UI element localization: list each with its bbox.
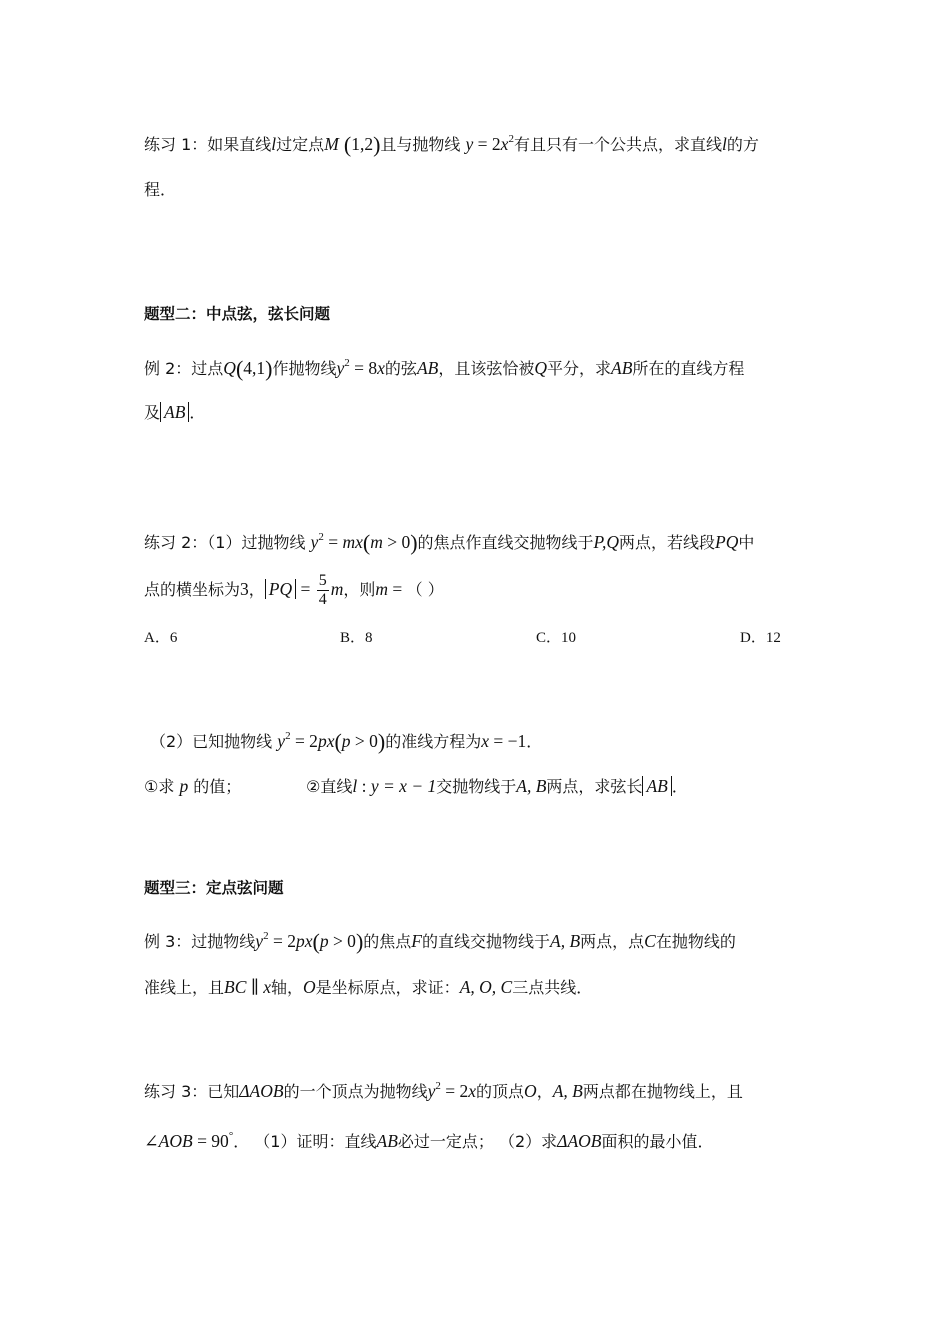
math-y: y [310,532,319,552]
text: 程． [144,180,177,199]
math-y: y [336,358,345,378]
math-y: y [277,731,286,751]
text: 的准线方程为 [385,732,482,751]
math-px: px [295,931,313,951]
math-triangle-AOB: ΔAOB [239,1081,284,1101]
text: 的弦 [384,359,417,378]
math-px: px [317,731,335,751]
math-m: m [370,532,383,552]
text: ，则 [343,580,376,599]
option-d: D．12 [740,630,781,646]
math-O: O [303,977,316,997]
math-value: = −1 [489,731,527,751]
text: 的一个顶点为抛物线 [283,1082,428,1101]
text: 必过一定点； （2）求 [397,1132,558,1151]
math-eq: = 2 [473,134,501,154]
text: 交抛物线于 [436,777,517,796]
question-1: ①求 [144,777,175,796]
text: 两点，若线段 [619,533,716,552]
text: 的值； [193,777,242,796]
example-3-line-1 [144,924,736,954]
math-x: x [377,358,385,378]
text: 有且只有一个公共点，求直线 [513,135,722,154]
math-x: x [263,977,272,997]
math-gt0: > 0 [382,532,411,552]
math-eq: = 8 [349,358,378,378]
math-angle-AOB: ∠AOB [144,1131,193,1151]
example-2-line-1 [144,351,744,381]
math-BC: BC [224,977,247,997]
math-x: x [500,134,509,154]
denominator: 4 [318,591,327,608]
text: ． （1）证明：直线 [233,1132,377,1151]
paren: ( [362,530,371,555]
math-m: m [330,579,344,599]
text: 两点，点 [580,932,645,951]
math-y: y [465,134,474,154]
text: 的直线交抛物线于 [421,932,550,951]
superscript: 2 [435,1080,441,1092]
exercise-1-label: 练习 1： [144,135,208,154]
text: 准线上，且 [144,978,225,997]
math-AB: A, B [550,931,581,951]
math-y: y [427,1081,436,1101]
text: 及 [144,403,161,422]
math-eq: = 2 [290,731,318,751]
text: 是坐标原点，求证： [315,978,460,997]
text: ， [248,580,265,599]
text: ． [671,777,688,796]
math-PQ: P,Q [593,532,619,552]
text: 两点都在抛物线上，且 [582,1082,743,1101]
math-mx: mx [342,532,363,552]
paren: ( [312,929,320,954]
math-y: y [255,931,264,951]
exercise-1-line-1 [144,127,759,157]
superscript: 2 [508,133,514,145]
text: ， [536,1082,553,1101]
fraction [317,572,329,609]
math-AB: A, B [552,1081,583,1101]
math-x: x [468,1081,477,1101]
example-2-label: 例 2： [144,359,192,378]
math-eq: = 2 [440,1081,469,1101]
point-coords: 4,1 [243,358,266,378]
exercise-2-line-2 [144,572,444,609]
section-2-title: 题型二：中点弦，弦长问题 [144,305,331,323]
text: 如果直线 [207,135,272,154]
paren: ( [343,132,352,157]
paren: ) [355,929,364,954]
math-90: = 90 [192,1131,229,1151]
text: 的焦点 [363,932,412,951]
math-AB: AB [611,358,633,378]
text: 轴， [271,978,304,997]
math-AB: A, B [516,776,547,796]
example-2-line-2 [144,400,205,425]
option-c: C．10 [536,630,577,646]
math-abs-PQ: PQ [265,579,296,599]
math-p: p [319,931,329,951]
exercise-2-part-2-line-2 [144,774,241,799]
text: 作抛物线 [272,359,337,378]
text: 三点共线． [512,978,593,997]
numerator: 5 [318,572,327,589]
example-3-line-2 [144,975,592,1000]
math-O: O [524,1081,537,1101]
example-3-label: 例 3： [144,932,192,951]
text: 两点，求弦长 [546,777,643,796]
superscript: 2 [318,531,324,543]
math-p: p [179,776,189,796]
math-eq: = 2 [268,931,296,951]
text: 的焦点作直线交抛物线于 [417,533,594,552]
exercise-3-line-2 [144,1124,713,1154]
exercise-2-label: 练习 2：（1）过抛物线 [144,533,306,552]
exercise-2-part-2-q2 [306,774,688,799]
text: ． [526,732,543,751]
math-AB: AB [416,358,439,378]
text: ，且该弦恰被 [438,359,535,378]
text: ． [189,403,206,422]
paren: ) [373,132,381,157]
text: 中 [738,533,755,552]
superscript: 2 [263,930,269,942]
math-F: F [411,931,422,951]
paren: ) [265,356,273,381]
math-abs-AB: AB [160,402,189,422]
section-3-title: 题型三：定点弦问题 [144,879,284,897]
point-coords: 1,2 [351,134,374,154]
text: 所在的直线方程 [632,359,745,378]
paren: ( [235,356,244,381]
math-gt0: > 0 [350,731,378,751]
text: 面积的最小值． [601,1132,714,1151]
exercise-3-label: 练习 3：已知 [144,1082,240,1101]
math-PQ: PQ [715,532,739,552]
text: 过定点 [276,135,325,154]
text: 的顶点 [476,1082,525,1101]
text: 点的横坐标为 [144,580,241,599]
math-gt0: > 0 [328,931,356,951]
math-eq: = [296,579,315,599]
math-M: M [324,134,339,154]
part-2-label: （2）已知抛物线 [150,732,273,751]
math-l: l [721,134,727,154]
degree-sign: ° [228,1130,234,1142]
math-line-eq: y = x − 1 [370,776,437,796]
math-parallel: ∥ [246,977,264,997]
exercise-2-part-2-line-1 [150,724,542,754]
text: 且与抛物线 [380,135,461,154]
math-Q: Q [223,358,236,378]
superscript: 2 [285,730,291,742]
math-3: 3 [240,579,249,599]
paren: ( [334,729,342,754]
math-Q: Q [534,358,547,378]
math-colon: : [357,776,371,796]
text: 过抛物线 [191,932,256,951]
text: 的方 [726,135,759,154]
exercise-2-line-1 [144,525,754,555]
math-eq: = [323,532,343,552]
superscript: 2 [344,357,350,369]
option-a: A．6 [144,630,178,646]
math-l: l [271,134,277,154]
math-AB: AB [376,1131,398,1151]
exercise-1-line-2 [144,178,176,202]
math-eq: = [388,579,407,599]
answer-blank: （ ） [406,580,444,599]
math-abs-AB: AB [642,776,671,796]
math-p: p [341,731,351,751]
question-2: ②直线 [306,777,353,796]
math-triangle-AOB: ΔAOB [557,1131,602,1151]
math-x: x [481,731,490,751]
math-l: l [352,776,358,796]
math-C: C [644,931,656,951]
text: 在抛物线的 [655,932,736,951]
option-b: B．8 [340,630,373,646]
text: 过点 [191,359,224,378]
math-m: m [375,579,389,599]
math-AOC: A, O, C [459,977,513,997]
paren: ) [410,530,418,555]
paren: ) [377,729,386,754]
exercise-3-line-1 [144,1074,743,1104]
text: 平分，求 [546,359,611,378]
